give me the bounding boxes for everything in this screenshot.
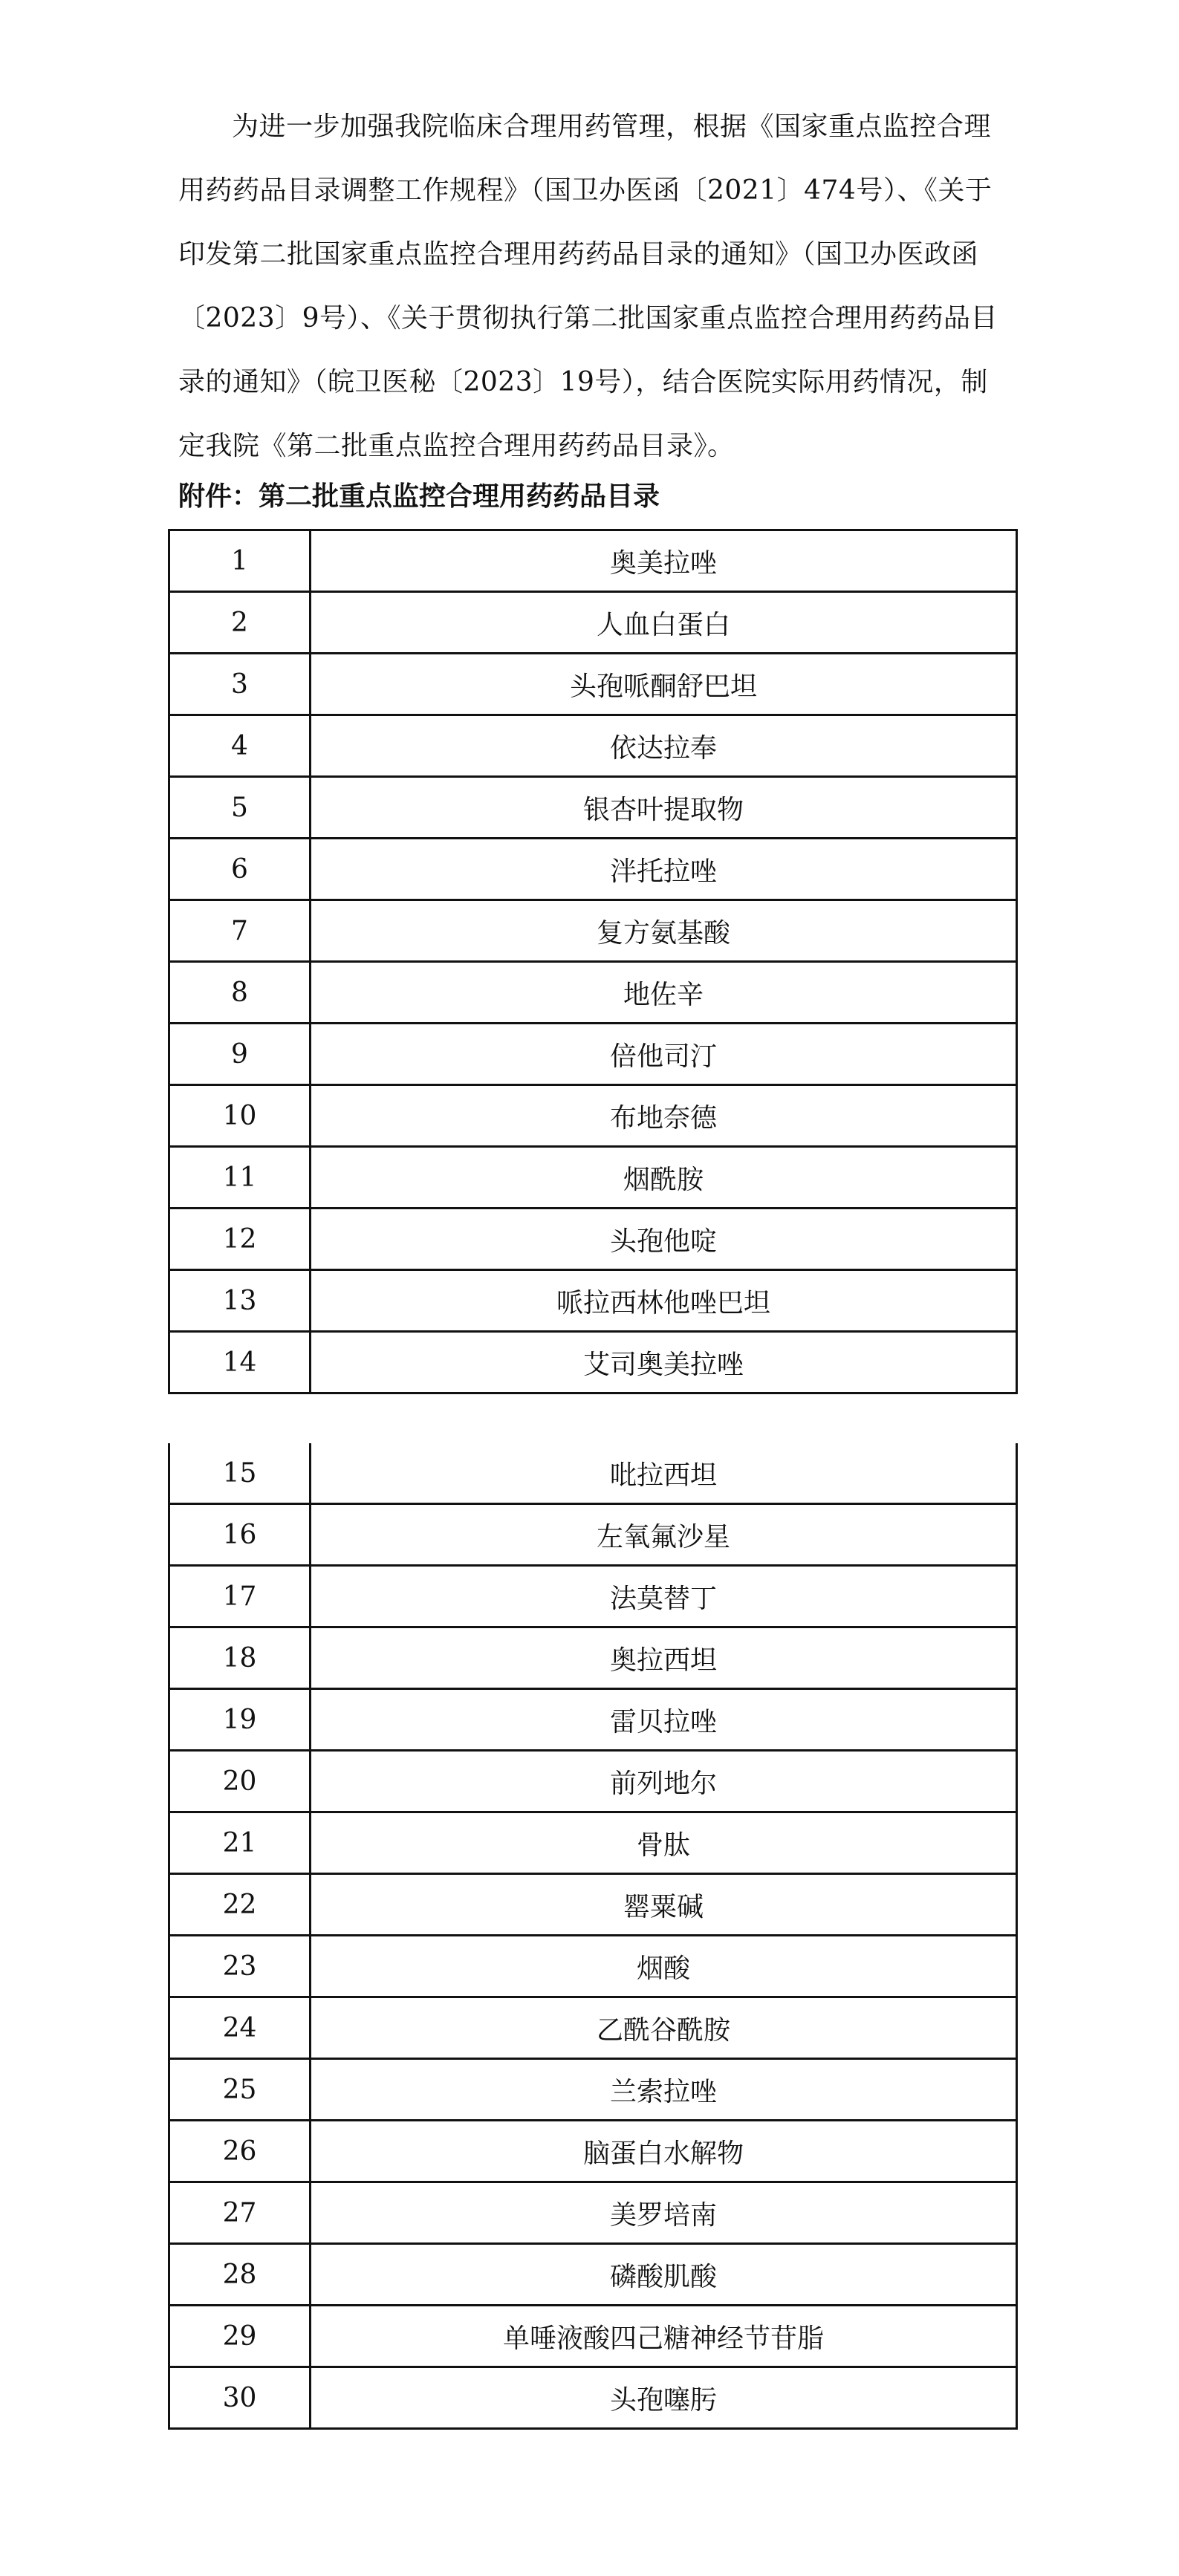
drug-number-cell: 22 (169, 1874, 311, 1936)
drug-name-cell: 人血白蛋白 (311, 592, 1017, 654)
table-row (169, 1147, 1017, 1209)
table-row (169, 962, 1017, 1024)
drug-number-cell: 19 (169, 1689, 311, 1751)
drug-name-cell: 兰索拉唑 (311, 2059, 1017, 2121)
drug-number-cell: 26 (169, 2121, 311, 2182)
drug-number-cell: 23 (169, 1936, 311, 1997)
drug-number-cell: 14 (169, 1332, 311, 1393)
drug-number-cell: 6 (169, 839, 311, 900)
drug-number-cell: 20 (169, 1751, 311, 1812)
table-row (169, 530, 1017, 592)
drug-table-part-2 (168, 1443, 1018, 2430)
drug-number-cell: 15 (169, 1443, 311, 1504)
drug-number-cell: 25 (169, 2059, 311, 2121)
table-row (169, 1627, 1017, 1689)
table-row (169, 2367, 1017, 2429)
table-row (169, 2306, 1017, 2367)
drug-name-cell: 吡拉西坦 (311, 1443, 1017, 1504)
drug-number-cell: 1 (169, 530, 311, 592)
table-row (169, 1085, 1017, 1147)
drug-table-body (169, 1443, 1017, 2429)
drug-number-cell: 21 (169, 1812, 311, 1874)
table-row (169, 715, 1017, 777)
drug-name-cell: 倍他司汀 (311, 1024, 1017, 1085)
drug-name-cell: 罂粟碱 (311, 1874, 1017, 1936)
drug-number-cell: 4 (169, 715, 311, 777)
drug-number-cell: 13 (169, 1270, 311, 1332)
table-row (169, 1443, 1017, 1504)
drug-number-cell: 9 (169, 1024, 311, 1085)
table-row (169, 1997, 1017, 2059)
table-row (169, 1751, 1017, 1812)
drug-name-cell: 头孢噻肟 (311, 2367, 1017, 2429)
drug-name-cell: 布地奈德 (311, 1085, 1017, 1147)
table-row (169, 1270, 1017, 1332)
drug-name-cell: 脑蛋白水解物 (311, 2121, 1017, 2182)
drug-table-part-1 (168, 529, 1018, 1394)
drug-name-cell: 前列地尔 (311, 1751, 1017, 1812)
table-row (169, 2121, 1017, 2182)
drug-number-cell: 5 (169, 777, 311, 839)
table-row (169, 900, 1017, 962)
drug-number-cell: 27 (169, 2182, 311, 2244)
drug-number-cell: 17 (169, 1566, 311, 1627)
drug-name-cell: 乙酰谷酰胺 (311, 1997, 1017, 2059)
attachment-title: 附件：第二批重点监控合理用药药品目录 (178, 481, 660, 512)
drug-name-cell: 奥美拉唑 (311, 530, 1017, 592)
table-row (169, 839, 1017, 900)
table-row (169, 2182, 1017, 2244)
drug-number-cell: 29 (169, 2306, 311, 2367)
drug-number-cell: 12 (169, 1209, 311, 1270)
drug-table-body (169, 530, 1017, 1393)
drug-number-cell: 10 (169, 1085, 311, 1147)
drug-name-cell: 哌拉西林他唑巴坦 (311, 1270, 1017, 1332)
drug-name-cell: 银杏叶提取物 (311, 777, 1017, 839)
drug-number-cell: 30 (169, 2367, 311, 2429)
drug-name-cell: 泮托拉唑 (311, 839, 1017, 900)
drug-number-cell: 7 (169, 900, 311, 962)
drug-name-cell: 左氧氟沙星 (311, 1504, 1017, 1566)
drug-name-cell: 地佐辛 (311, 962, 1017, 1024)
drug-name-cell: 艾司奥美拉唑 (311, 1332, 1017, 1393)
table-row (169, 1812, 1017, 1874)
drug-name-cell: 头孢哌酮舒巴坦 (311, 654, 1017, 715)
drug-number-cell: 3 (169, 654, 311, 715)
table-row (169, 1209, 1017, 1270)
table-row (169, 592, 1017, 654)
table-row (169, 1332, 1017, 1393)
drug-number-cell: 2 (169, 592, 311, 654)
drug-name-cell: 依达拉奉 (311, 715, 1017, 777)
drug-name-cell: 复方氨基酸 (311, 900, 1017, 962)
table-row (169, 1689, 1017, 1751)
table-row (169, 654, 1017, 715)
drug-number-cell: 18 (169, 1627, 311, 1689)
table-row (169, 777, 1017, 839)
drug-number-cell: 28 (169, 2244, 311, 2306)
table-row (169, 2244, 1017, 2306)
drug-name-cell: 单唾液酸四己糖神经节苷脂 (311, 2306, 1017, 2367)
drug-number-cell: 16 (169, 1504, 311, 1566)
drug-number-cell: 8 (169, 962, 311, 1024)
drug-name-cell: 雷贝拉唑 (311, 1689, 1017, 1751)
table-row (169, 2059, 1017, 2121)
drug-name-cell: 磷酸肌酸 (311, 2244, 1017, 2306)
drug-name-cell: 烟酸 (311, 1936, 1017, 1997)
drug-name-cell: 烟酰胺 (311, 1147, 1017, 1209)
drug-name-cell: 美罗培南 (311, 2182, 1017, 2244)
intro-paragraph: 为进一步加强我院临床合理用药管理，根据《国家重点监控合理用药药品目录调整工作规程》（国卫办医函〔2021〕474号）、《关于印发第二批国家重点监控合理用药药品目录的通知》（国卫办医政函〔2023〕9号）、《关于贯彻执行第二批国家重点监控合理用药药品目录的通知》（皖卫医秘〔2023〕19号），结合医院实际用药情况，制定我院《第二批重点监控合理用药药品目录》。 (178, 111, 998, 461)
table-row (169, 1024, 1017, 1085)
table-row (169, 1874, 1017, 1936)
drug-number-cell: 24 (169, 1997, 311, 2059)
table-row (169, 1566, 1017, 1627)
table-row (169, 1936, 1017, 1997)
drug-name-cell: 头孢他啶 (311, 1209, 1017, 1270)
drug-number-cell: 11 (169, 1147, 311, 1209)
drug-name-cell: 骨肽 (311, 1812, 1017, 1874)
table-row (169, 1504, 1017, 1566)
drug-name-cell: 奥拉西坦 (311, 1627, 1017, 1689)
drug-name-cell: 法莫替丁 (311, 1566, 1017, 1627)
